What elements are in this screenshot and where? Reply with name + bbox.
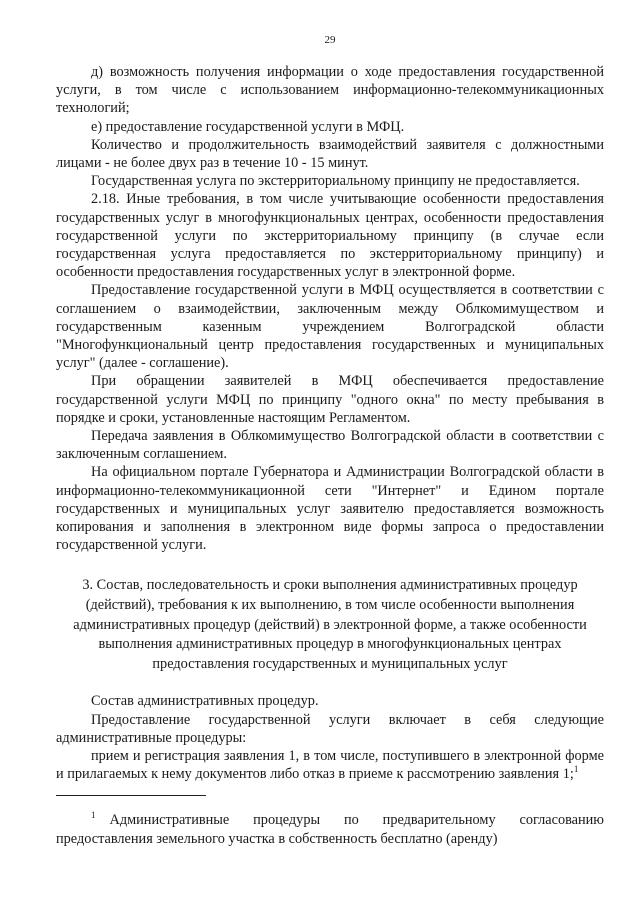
paragraph: При обращении заявителей в МФЦ обеспечивается предоставление государственной услуги МФЦ по принципу "одного окна" по месту пребывания в порядке и сроки, установленные настоящим Регламентом. (56, 373, 604, 426)
paragraph: Государственная услуга по экстерриториальному принципу не предоставляется. (91, 173, 580, 190)
paragraph: д) возможность получения информации о ходе предоставления государственной услуги, в том числе с использованием информационно-телекоммуникационных технологий; (56, 64, 604, 117)
paragraph: Состав административных процедур. (91, 693, 319, 710)
paragraph: е) предоставление государственной услуги в МФЦ. (91, 118, 405, 135)
procedure-item (56, 747, 604, 783)
section-heading-line: выполнения административных процедур в многофункциональных центрах (98, 636, 562, 653)
footnote-reference[interactable]: 1 (573, 764, 579, 775)
section-heading (56, 576, 604, 674)
footnote-text: Административные процедуры по предварительному согласованию предоставления земельного участка в собственность бесплатно (аренду) (56, 812, 604, 848)
paragraph: Передача заявления в Облкомимущество Волгоградской области в соответствии с заключенным соглашением. (56, 428, 604, 463)
procedure-item-text: прием и регистрация заявления 1, в том числе, поступившего в электронной форме и прилагаемых к нему документов либо отказ в приеме к рассмотрению заявления 1; (56, 748, 604, 783)
footnote-mark: 1 (91, 810, 96, 821)
paragraph: Предоставление государственной услуги в МФЦ осуществляется в соответствии с соглашением о взаимодействии, заключенным между Облкомимуществом и государственным казенным учреждением Волгоградской области "Многофункциональный центр предоставления государственных и муниципальных услуг" (далее - соглашение). (56, 282, 604, 372)
page-number: 29 (324, 34, 336, 46)
paragraph: Предоставление государственной услуги включает в себя следующие административные процедуры: (56, 711, 604, 746)
paragraph: 2.18. Иные требования, в том числе учитывающие особенности предоставления государственных услуг в многофункциональных центрах, особенности предоставления государственной услуги по экстерриториальному принципу (в случае если государственная услуга предоставляется по экстерриториальному принципу) и особенности предоставления государственных услуг в электронной форме. (56, 191, 604, 281)
section-heading-line: (действий), требования к их выполнению, в том числе особенности выполнения (85, 597, 575, 614)
document-body (56, 63, 604, 849)
footnote-divider (56, 795, 206, 796)
section-heading-line: 3. Состав, последовательность и сроки выполнения административных процедур (82, 577, 578, 594)
paragraph: Количество и продолжительность взаимодействий заявителя с должностными лицами - не более двух раз в течение 10 - 15 минут. (56, 136, 604, 172)
section-heading-line: административных процедур (действий) в электронной форме, а также особенности (73, 616, 587, 633)
section-heading-line: предоставления государственных и муниципальных услуг (152, 655, 508, 672)
paragraph: На официальном портале Губернатора и Администрации Волгоградской области в информационно-телекоммуникационной сети "Интернет" и Едином портале государственных и муниципальных услуг заявителю предоставляется возможность копирования и заполнения в электронном виде формы запроса о предоставлении государственной услуги. (56, 464, 604, 554)
footnote (56, 806, 604, 849)
